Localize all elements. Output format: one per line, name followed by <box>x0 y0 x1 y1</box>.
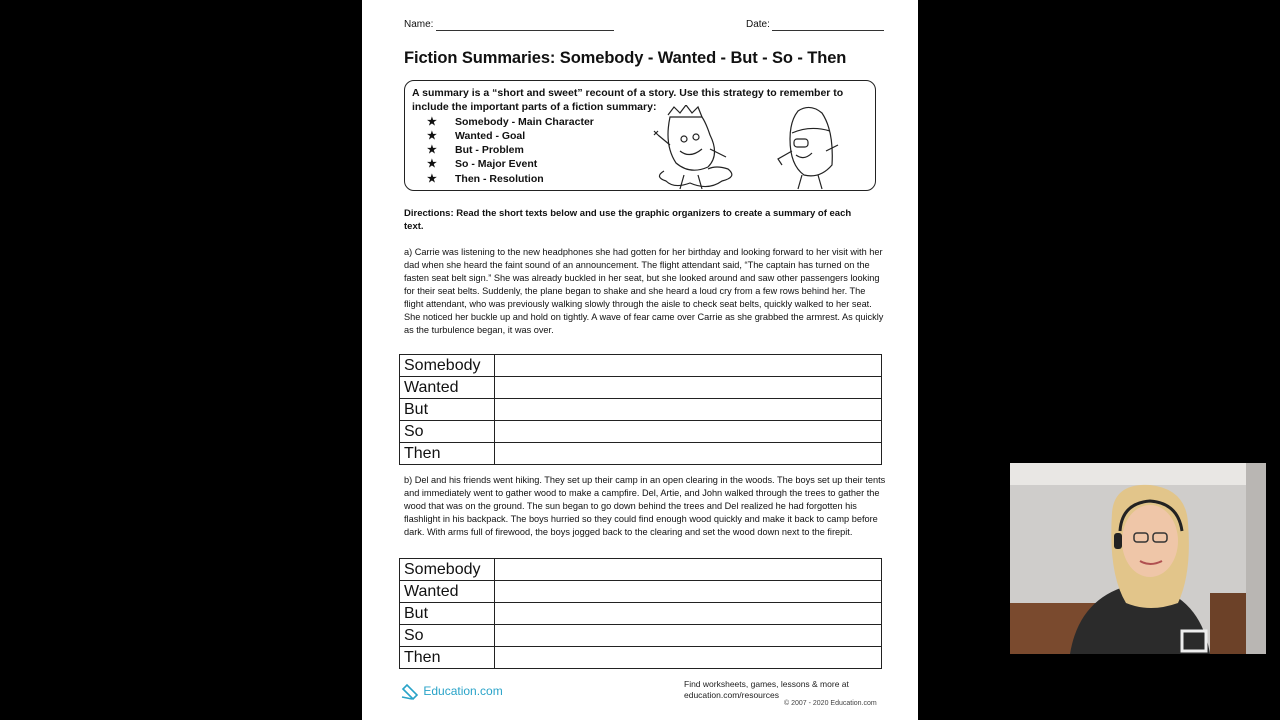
name-label: Name: <box>404 19 434 30</box>
page-title: Fiction Summaries: Somebody - Wanted - But - So - Then <box>404 49 847 67</box>
organizer-table-a <box>399 354 882 465</box>
row-label: Wanted <box>400 581 495 603</box>
organizer-row <box>400 625 882 647</box>
answer-cell[interactable] <box>495 421 882 443</box>
organizer-row <box>400 647 882 669</box>
strategy-item: ★ Somebody - Main Character <box>427 116 594 128</box>
directions-text: Directions: Read the short texts below and use the graphic organizers to create a summary of each text. <box>404 208 852 232</box>
presenter-video-frame <box>1010 463 1266 654</box>
organizer-row <box>400 421 882 443</box>
organizer-row <box>400 355 882 377</box>
organizer-row <box>400 443 882 465</box>
answer-cell[interactable] <box>495 443 882 465</box>
education-logo-icon <box>400 683 420 701</box>
row-label: Somebody <box>400 559 495 581</box>
worksheet-page <box>362 0 918 720</box>
answer-cell[interactable] <box>495 625 882 647</box>
answer-cell[interactable] <box>495 355 882 377</box>
strategy-item: ★ But - Problem <box>427 144 524 156</box>
answer-cell[interactable] <box>495 559 882 581</box>
webcam-video <box>1010 463 1266 654</box>
organizer-row <box>400 399 882 421</box>
star-icon: ★ <box>427 116 437 128</box>
row-label: Wanted <box>400 377 495 399</box>
intro-text: A summary is a “short and sweet” recount of a story. Use this strategy to remember to include the important parts of a fiction summary: <box>412 87 844 113</box>
date-label: Date: <box>746 19 770 30</box>
passage-a: a) Carrie was listening to the new headphones she had gotten for her birthday and looking forward to her visit with her dad when she heard the faint sound of an announcement. The flight attendant said, “The captain has turned on the fasten seat belt sign.” She was already buckled in her seat, but she looked around and saw other passengers looking for their seat belts. Suddenly, the plane began to shake and she heard a loud cry from a few rows behind her. The flight attendant, who was previously walking slowly through the aisle to check seat belts, quickly walked to her seat. She noticed her buckle up and hold on tightly. A wave of fear came over Carrie as she grabbed the armrest. As quickly as the turbulence began, it was over. <box>404 247 884 335</box>
crown-character-illustration <box>650 105 750 191</box>
answer-cell[interactable] <box>495 647 882 669</box>
passage-b: b) Del and his friends went hiking. They set up their camp in an open clearing in the woods. The boys set up their tents and immediately went to gather wood to make a campfire. Del, Artie, and John walked through the trees to gather the wood that was on the ground. The sun began to go down behind the trees and Del realized he had forgotten his flashlight in his backpack. The boys hurried so they could find enough wood quickly and make it back to camp before dark. With arms full of firewood, the boys jogged back to the clearing and set the wood down next to the firepit. <box>404 475 886 537</box>
row-label: So <box>400 421 495 443</box>
row-label: But <box>400 603 495 625</box>
strategy-item: ★ Wanted - Goal <box>427 130 526 142</box>
answer-cell[interactable] <box>495 399 882 421</box>
row-label: But <box>400 399 495 421</box>
organizer-row <box>400 581 882 603</box>
organizer-row <box>400 603 882 625</box>
strategy-item: ★ So - Major Event <box>427 158 538 170</box>
organizer-table-b <box>399 558 882 669</box>
date-line[interactable] <box>772 30 884 31</box>
star-icon: ★ <box>427 173 437 185</box>
name-line[interactable] <box>436 30 614 31</box>
answer-cell[interactable] <box>495 603 882 625</box>
organizer-row <box>400 377 882 399</box>
strategy-box <box>404 80 876 191</box>
education-logo[interactable]: Education.com <box>400 683 503 701</box>
star-icon: ★ <box>427 144 437 156</box>
row-label: Somebody <box>400 355 495 377</box>
row-label: Then <box>400 647 495 669</box>
star-icon: ★ <box>427 130 437 142</box>
row-label: Then <box>400 443 495 465</box>
row-label: So <box>400 625 495 647</box>
strategy-item: ★ Then - Resolution <box>427 173 544 185</box>
star-icon: ★ <box>427 158 437 170</box>
footer-copyright: © 2007 - 2020 Education.com <box>784 700 877 707</box>
answer-cell[interactable] <box>495 581 882 603</box>
organizer-row <box>400 559 882 581</box>
footer-text: Find worksheets, games, lessons & more at education.com/resources <box>684 679 849 700</box>
pencil-character-illustration <box>770 105 850 191</box>
answer-cell[interactable] <box>495 377 882 399</box>
